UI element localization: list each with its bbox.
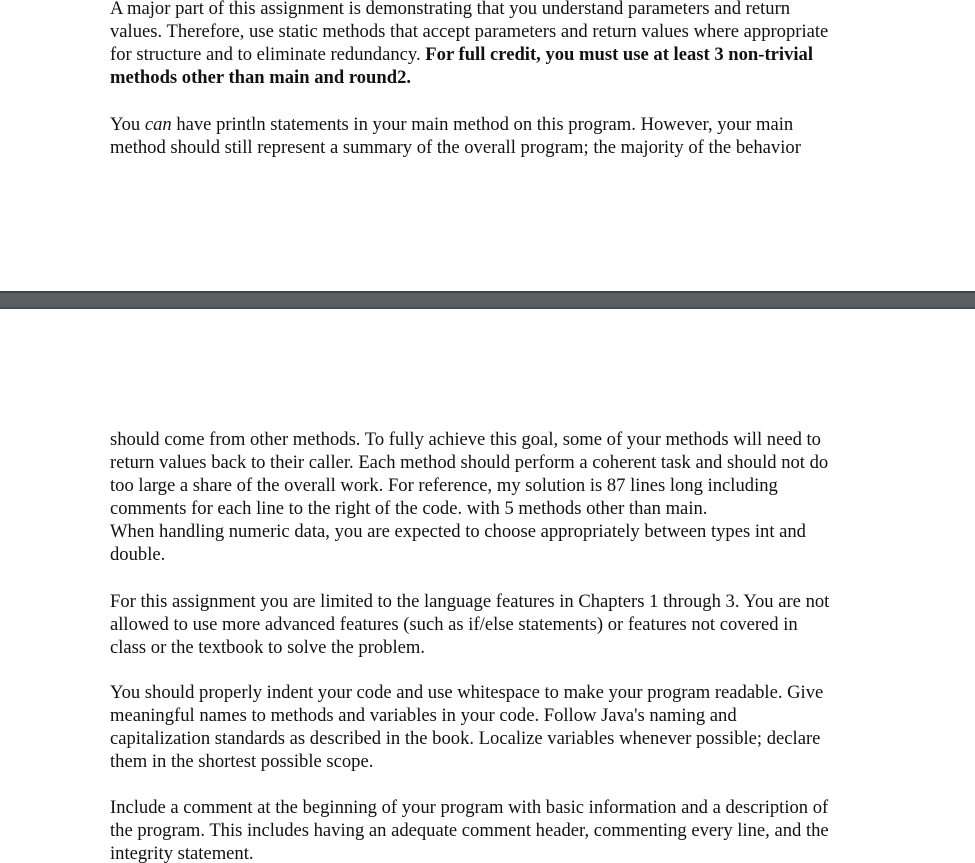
paragraph-parameters-and-methods (110, 0, 828, 89)
text-line: For this assignment you are limited to the language features in Chapters 1 through 3. You are not (110, 591, 830, 612)
text-line: Include a comment at the beginning of your program with basic information and a description of (110, 797, 829, 818)
text-line: meaningful names to methods and variables in your code. Follow Java's naming and (110, 705, 737, 726)
page-break-separator (0, 291, 975, 309)
text-run: You (110, 114, 145, 135)
text-line: You should properly indent your code and use whitespace to make your program readable. Give (110, 682, 824, 703)
text-line: values. Therefore, use static methods that accept parameters and return values where appropriate (110, 21, 829, 42)
text-line: integrity statement. (110, 843, 254, 863)
text-line: class or the textbook to solve the problem. (110, 637, 425, 658)
text-line: too large a share of the overall work. For reference, my solution is 87 lines long including (110, 475, 778, 496)
bold-requirement-text: For full credit, you must use at least 3 non-trivial (425, 44, 813, 65)
text-line: the program. This includes having an adequate comment header, commenting every line, and the (110, 820, 829, 841)
text-line: return values back to their caller. Each method should perform a coherent task and should not do (110, 452, 829, 473)
text-run: for structure and to eliminate redundancy. (110, 44, 426, 65)
text-run: have println statements in your main method on this program. However, your main (171, 114, 794, 135)
paragraph-println-in-main (110, 113, 801, 159)
text-line: When handling numeric data, you are expected to choose appropriately between types int and (110, 521, 806, 542)
text-line: should come from other methods. To fully achieve this goal, some of your methods will need to (110, 429, 821, 450)
text-line: capitalization standards as described in the book. Localize variables whenever possible; declare (110, 728, 821, 749)
paragraph-other-methods (110, 428, 828, 566)
paragraph-comment-header (110, 796, 829, 863)
text-line (110, 113, 801, 136)
text-line (110, 43, 828, 66)
document-page-bottom (0, 309, 975, 863)
italic-text: can (144, 114, 172, 135)
text-line: method should still represent a summary of the overall program; the majority of the behavior (110, 137, 801, 158)
text-line: A major part of this assignment is demonstrating that you understand parameters and return (110, 0, 791, 19)
text-line: comments for each line to the right of the code. with 5 methods other than main. (110, 498, 708, 519)
paragraph-language-features (110, 590, 829, 659)
document-page-top (0, 0, 975, 291)
text-line: double. (110, 544, 166, 565)
bold-requirement-text: methods other than main and round2. (110, 67, 412, 88)
paragraph-code-style (110, 681, 823, 773)
text-line: them in the shortest possible scope. (110, 751, 374, 772)
text-line: allowed to use more advanced features (such as if/else statements) or features not covered in (110, 614, 798, 635)
